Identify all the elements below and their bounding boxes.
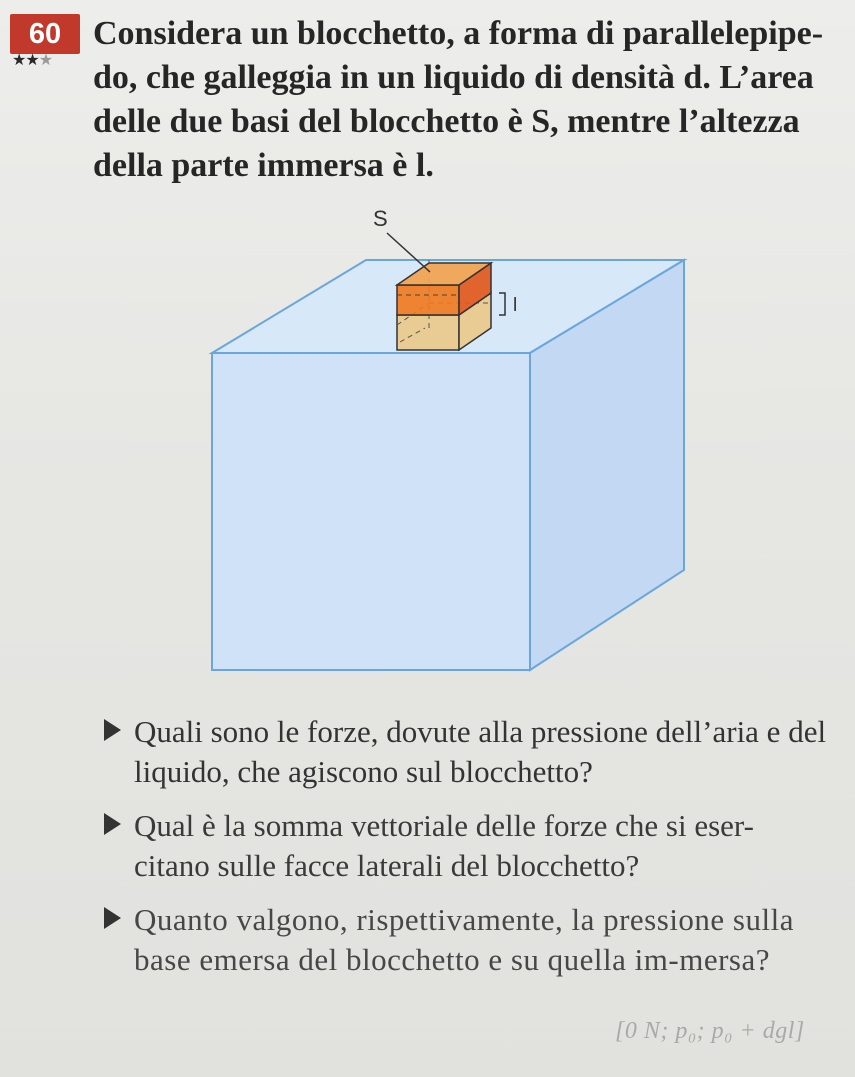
answer-key: [0 N; p₀; p₀ + dgl] xyxy=(615,1018,805,1044)
question-text: Qual è la somma vettoriale delle forze che si eser-citano sulle facce laterali del blocchetto? xyxy=(134,808,754,883)
label-s: S xyxy=(373,206,388,231)
difficulty-stars xyxy=(12,50,52,69)
play-arrow-icon xyxy=(104,719,121,741)
question-item xyxy=(98,900,828,980)
question-item xyxy=(98,712,828,792)
play-arrow-icon xyxy=(104,813,121,835)
question-text: Quali sono le forze, dovute alla pressione dell’aria e del liquido, che agiscono sul blocchetto? xyxy=(134,714,827,789)
difficulty-empty-star: ★ xyxy=(38,50,53,69)
liquid-front-face xyxy=(212,353,530,670)
question-list xyxy=(98,712,828,994)
difficulty-filled-stars: ★★ xyxy=(12,50,39,69)
question-item xyxy=(98,806,828,886)
figure-floating-block xyxy=(200,200,700,680)
question-text: Quanto valgono, rispettivamente, la pressione sulla base emersa del blocchetto e su quella im-mersa? xyxy=(134,902,794,977)
label-l: l xyxy=(513,295,518,316)
exercise-number: 60 xyxy=(10,14,80,54)
problem-statement: Considera un blocchetto, a forma di parallelepipe-do, che galleggia in un liquido di densità d. L’area delle due basi del blocchetto è S, mentre l’altezza della parte immersa è l. xyxy=(93,15,824,184)
block-immersed-front xyxy=(397,315,459,350)
play-arrow-icon xyxy=(104,907,121,929)
block-emerged-front xyxy=(397,285,459,315)
